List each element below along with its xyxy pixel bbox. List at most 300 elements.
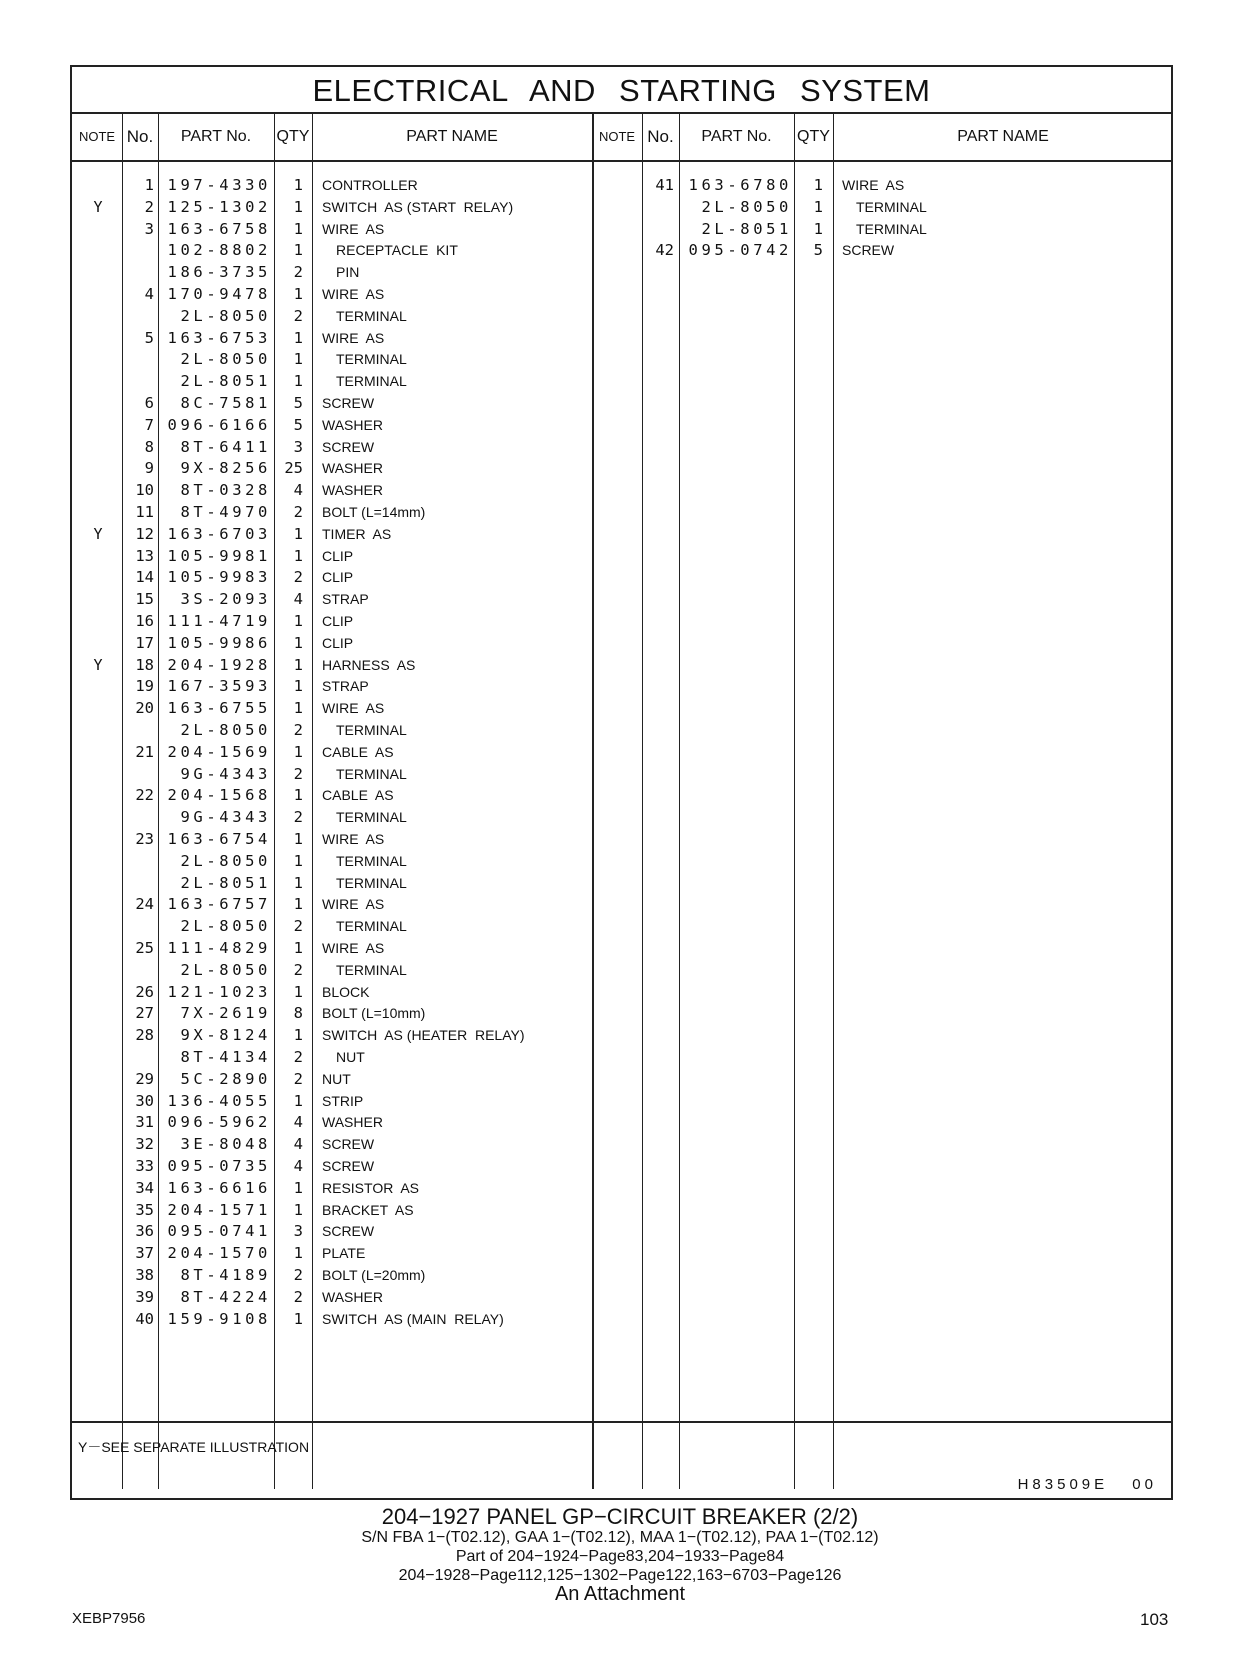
row-quantity: 4 [293, 1157, 303, 1175]
row-part-number: 204-1570 [167, 1244, 271, 1263]
row-quantity: 1 [293, 328, 303, 347]
row-part-name: PIN [336, 264, 360, 281]
row-quantity: 2 [293, 503, 303, 521]
row-quantity: 2 [293, 917, 303, 936]
row-part-number: 2L-8051 [180, 873, 271, 892]
row-part-name: SCREW [842, 242, 895, 259]
row-quantity: 1 [293, 786, 303, 805]
row-note [72, 784, 124, 806]
row-quantity: 2 [293, 1048, 303, 1066]
row-note [72, 414, 124, 436]
row-part-name: WIRE AS [322, 220, 385, 237]
row-quantity: 1 [293, 372, 303, 391]
row-item-number: 15 [135, 590, 154, 609]
row-quantity: 1 [293, 612, 303, 630]
row-item-number: 12 [135, 524, 154, 543]
row-quantity: 1 [293, 742, 303, 761]
row-note [72, 981, 124, 1003]
row-item-number: 4 [144, 285, 154, 303]
row-quantity: 1 [813, 176, 823, 194]
table-row [72, 828, 1171, 850]
row-part-number: 204-1928 [167, 655, 271, 674]
row-note [72, 675, 124, 697]
table-row [72, 632, 1171, 654]
table-row [72, 1068, 1171, 1090]
row-quantity: 1 [293, 176, 303, 194]
row-note [72, 1111, 124, 1133]
row-part-name: SWITCH AS (HEATER RELAY) [322, 1027, 525, 1044]
row-quantity: 1 [293, 219, 303, 238]
row-part-name: CLIP [322, 547, 354, 564]
row-part-name: CLIP [322, 613, 354, 629]
row-item-number: 39 [135, 1287, 154, 1306]
row-part-name: SWITCH AS (START RELAY) [322, 198, 514, 215]
row-quantity: 8 [293, 1004, 303, 1023]
table-row [72, 283, 1171, 305]
row-part-number: 096-5962 [167, 1113, 271, 1132]
table-row [72, 479, 1171, 501]
table-row [72, 872, 1171, 894]
row-quantity: 1 [293, 285, 303, 303]
table-row [72, 436, 1171, 458]
row-quantity: 2 [293, 808, 303, 827]
row-item-number: 9 [144, 459, 154, 478]
row-quantity: 1 [293, 1178, 303, 1197]
row-quantity: 1 [293, 939, 303, 957]
row-note [72, 806, 124, 828]
row-item-number: 32 [135, 1135, 154, 1154]
row-item-number: 25 [135, 939, 154, 957]
row-item-number [122, 959, 154, 981]
row-part-name: WIRE AS [322, 940, 385, 956]
row-part-number: 163-6780 [688, 176, 792, 194]
row-item-number: 7 [144, 415, 154, 434]
row-item-number: 37 [135, 1244, 154, 1263]
row-part-number: 2L-8050 [180, 917, 271, 936]
table-row [72, 937, 1171, 959]
row-item-number: 33 [135, 1157, 154, 1175]
table-row [72, 719, 1171, 741]
row-note [72, 1220, 124, 1242]
row-item-number: 18 [135, 655, 154, 674]
table-row [72, 959, 1171, 981]
row-note [72, 937, 124, 959]
row-part-number: 105-9981 [167, 546, 271, 565]
row-quantity: 1 [813, 219, 823, 238]
table-row [72, 1046, 1171, 1068]
row-part-name: TERMINAL [856, 220, 927, 237]
row-item-number [122, 348, 154, 370]
row-part-number: 2L-8050 [180, 721, 271, 739]
row-item-number: 16 [135, 612, 154, 630]
row-part-name: BOLT (L=20mm) [322, 1267, 426, 1283]
row-part-name: STRAP [322, 591, 369, 608]
table-row [72, 763, 1171, 785]
row-part-name: STRIP [322, 1092, 364, 1109]
table-row [72, 1024, 1171, 1046]
row-note [72, 893, 124, 915]
row-part-name: TERMINAL [336, 961, 407, 978]
table-row [72, 915, 1171, 937]
row-note [592, 196, 644, 218]
table-row [72, 501, 1171, 523]
row-item-number: 28 [135, 1026, 154, 1045]
row-note: Y [93, 197, 103, 216]
row-item-number: 29 [135, 1069, 154, 1088]
row-part-name: TERMINAL [336, 722, 407, 738]
row-item-number [122, 261, 154, 283]
table-row [72, 218, 1171, 240]
row-item-number: 13 [135, 546, 154, 565]
row-part-name: SCREW [322, 1158, 375, 1174]
row-quantity: 1 [293, 1244, 303, 1263]
row-item-number: 3 [144, 219, 154, 238]
table-row [72, 1090, 1171, 1112]
row-quantity: 2 [293, 764, 303, 783]
row-quantity: 1 [293, 1091, 303, 1110]
row-note [72, 261, 124, 283]
row-note [72, 741, 124, 763]
row-part-name: CONTROLLER [322, 177, 418, 193]
row-quantity: 1 [293, 1309, 303, 1328]
row-item-number: 30 [135, 1091, 154, 1110]
row-quantity: 1 [293, 699, 303, 718]
caption-attachment: An Attachment [554, 1583, 686, 1605]
row-part-name: CLIP [322, 634, 354, 651]
row-part-number: 163-6616 [167, 1178, 271, 1197]
row-part-name: WASHER [322, 1288, 383, 1305]
table-row [72, 523, 1171, 545]
row-note [592, 239, 644, 261]
table-row [72, 305, 1171, 327]
row-part-number: 204-1569 [167, 742, 271, 761]
row-quantity: 1 [293, 895, 303, 914]
row-note [72, 1286, 124, 1308]
table-row [72, 414, 1171, 436]
table-row [72, 1242, 1171, 1264]
row-part-number: 5C-2890 [180, 1069, 271, 1088]
table-row [72, 697, 1171, 719]
row-part-name: TERMINAL [336, 809, 407, 826]
row-part-number: 3S-2093 [180, 590, 271, 609]
row-part-number: 102-8802 [167, 241, 271, 260]
table-row [72, 261, 1171, 283]
row-part-name: SCREW [322, 438, 375, 455]
row-part-number: 9X-8124 [180, 1026, 271, 1045]
row-part-number: 163-6758 [167, 219, 271, 238]
row-note [72, 915, 124, 937]
table-row [72, 1264, 1171, 1286]
row-quantity: 1 [293, 524, 303, 543]
row-part-number: 095-0735 [167, 1157, 271, 1175]
caption-serial: S/N FBA 1−(T02.12), GAA 1−(T02.12), MAA 1−(T02.12), PAA 1−(T02.12) [361, 1529, 879, 1546]
row-note [72, 1133, 124, 1155]
row-quantity: 2 [293, 306, 303, 325]
row-quantity: 1 [293, 241, 303, 260]
row-part-number: 2L-8050 [180, 960, 271, 979]
row-quantity: 3 [293, 437, 303, 456]
row-part-name: WIRE AS [322, 329, 385, 346]
row-item-number: 20 [135, 699, 154, 718]
row-item-number: 22 [135, 786, 154, 805]
table-row [72, 654, 1171, 676]
table-row [72, 981, 1171, 1003]
row-quantity: 2 [293, 960, 303, 979]
row-quantity: 2 [293, 1287, 303, 1306]
row-item-number: 38 [135, 1266, 154, 1284]
row-part-number: 105-9986 [167, 633, 271, 652]
row-part-name: SCREW [322, 1136, 375, 1153]
row-note [72, 348, 124, 370]
row-item-number: 26 [135, 982, 154, 1001]
row-note [72, 959, 124, 981]
row-part-number: 197-4330 [167, 176, 271, 194]
row-note [72, 392, 124, 414]
row-part-name: BOLT (L=10mm) [322, 1005, 426, 1022]
caption-references: 204−1928−Page112,125−1302−Page122,163−6703−Page126 [398, 1567, 842, 1584]
row-part-number: 3E-8048 [180, 1135, 271, 1154]
row-part-number: 8T-6411 [180, 437, 271, 456]
row-item-number: 40 [135, 1309, 154, 1328]
row-part-number: 121-1023 [167, 982, 271, 1001]
row-item-number: 17 [135, 633, 154, 652]
row-quantity: 1 [293, 655, 303, 674]
row-part-name: NUT [322, 1070, 351, 1087]
row-quantity: 1 [293, 633, 303, 652]
row-note [72, 457, 124, 479]
row-note [72, 545, 124, 567]
header-qty-left: QTY [276, 128, 310, 145]
table-row [72, 806, 1171, 828]
row-part-number: 8T-4189 [180, 1266, 271, 1284]
header-note-right: NOTE [598, 129, 636, 144]
row-part-name: SCREW [322, 1223, 375, 1240]
row-note [72, 1177, 124, 1199]
table-row [72, 545, 1171, 567]
row-part-name: CABLE AS [322, 743, 394, 760]
row-item-number: 14 [135, 568, 154, 587]
row-item-number: 31 [135, 1113, 154, 1132]
row-part-number: 9X-8256 [180, 459, 271, 478]
row-quantity: 4 [293, 1113, 303, 1132]
table-row [72, 370, 1171, 392]
row-item-number: 2 [144, 197, 154, 216]
section-title: ELECTRICAL AND STARTING SYSTEM [72, 67, 1171, 114]
row-part-name: RECEPTACLE KIT [336, 242, 458, 259]
row-quantity: 1 [293, 350, 303, 369]
row-part-number: 2L-8051 [701, 219, 792, 238]
row-part-number: 8T-0328 [180, 481, 271, 500]
row-part-number: 204-1571 [167, 1200, 271, 1219]
table-row [72, 1286, 1171, 1308]
row-note [592, 218, 644, 240]
row-note: Y [93, 524, 103, 543]
row-quantity: 5 [813, 241, 823, 260]
row-item-number: 35 [135, 1200, 154, 1219]
row-part-name: TERMINAL [856, 198, 927, 215]
row-part-number: 2L-8050 [180, 306, 271, 325]
footnote: Y－SEE SEPARATE ILLUSTRATION [78, 1439, 310, 1455]
row-item-number [122, 763, 154, 785]
row-quantity: 1 [293, 873, 303, 892]
row-item-number [122, 1046, 154, 1068]
table-row [72, 893, 1171, 915]
row-part-number: 7X-2619 [180, 1004, 271, 1023]
row-part-number: 105-9983 [167, 568, 271, 587]
row-item-number [122, 305, 154, 327]
table-row [72, 174, 1171, 196]
row-note [72, 1308, 124, 1330]
row-item-number [122, 850, 154, 872]
row-note [72, 501, 124, 523]
row-note [72, 436, 124, 458]
header-part-name-right: PART NAME [957, 128, 1049, 145]
row-item-number [642, 196, 674, 218]
row-part-name: WASHER [322, 416, 383, 433]
row-item-number: 42 [655, 241, 674, 260]
row-part-name: WIRE AS [322, 286, 385, 302]
row-note [72, 588, 124, 610]
row-part-number: 163-6754 [167, 830, 271, 848]
caption-part-of: Part of 204−1924−Page83,204−1933−Page84 [455, 1548, 785, 1565]
row-part-name: TERMINAL [336, 852, 407, 869]
row-part-number: 159-9108 [167, 1309, 271, 1328]
row-item-number: 11 [135, 503, 154, 521]
row-part-number: 111-4719 [167, 612, 271, 630]
row-note [72, 1002, 124, 1024]
row-part-name: WIRE AS [842, 177, 905, 193]
row-note [592, 174, 644, 196]
row-item-number: 27 [135, 1004, 154, 1023]
row-item-number [122, 370, 154, 392]
row-part-name: BRACKET AS [322, 1201, 414, 1218]
row-quantity: 25 [284, 459, 303, 478]
row-note [72, 697, 124, 719]
table-row [72, 1155, 1171, 1177]
row-part-number: 095-0742 [688, 241, 792, 260]
row-part-name: TERMINAL [336, 373, 407, 390]
table-header [72, 114, 1171, 162]
row-part-name: WIRE AS [322, 831, 385, 847]
row-note [72, 1264, 124, 1286]
row-note [72, 763, 124, 785]
row-quantity: 1 [293, 197, 303, 216]
row-note [72, 1242, 124, 1264]
row-part-number: 125-1302 [167, 197, 271, 216]
row-part-number: 2L-8050 [180, 350, 271, 369]
table-row [72, 675, 1171, 697]
row-item-number: 34 [135, 1178, 154, 1197]
row-note [72, 1046, 124, 1068]
row-quantity: 1 [813, 197, 823, 216]
row-note [72, 370, 124, 392]
row-quantity: 5 [293, 394, 303, 412]
row-part-name: TERMINAL [336, 307, 407, 324]
row-quantity: 1 [293, 677, 303, 696]
row-quantity: 2 [293, 1266, 303, 1284]
row-part-name: WASHER [322, 482, 383, 499]
table-row [72, 1111, 1171, 1133]
table-row [72, 850, 1171, 872]
table-row [72, 588, 1171, 610]
row-note [72, 1068, 124, 1090]
row-part-number: 170-9478 [167, 285, 271, 303]
row-part-number: 2L-8051 [180, 372, 271, 391]
row-part-number: 8T-4970 [180, 503, 271, 521]
row-note: Y [93, 655, 103, 674]
row-item-number: 1 [144, 176, 154, 194]
row-part-name: SCREW [322, 395, 375, 411]
caption-title: 204−1927 PANEL GP−CIRCUIT BREAKER (2/2) [381, 1504, 859, 1529]
row-quantity: 2 [293, 1069, 303, 1088]
row-item-number: 5 [144, 328, 154, 347]
row-part-number: 8T-4224 [180, 1287, 271, 1306]
row-note [72, 1199, 124, 1221]
table-row [72, 741, 1171, 763]
row-quantity: 2 [293, 263, 303, 282]
table-row [72, 327, 1171, 349]
row-part-number: 096-6166 [167, 415, 271, 434]
table-row [72, 784, 1171, 806]
row-part-name: BLOCK [322, 983, 370, 1000]
header-no-right: No. [647, 127, 674, 146]
row-part-name: HARNESS AS [322, 656, 416, 673]
row-part-name: TERMINAL [336, 765, 407, 782]
row-part-name: WIRE AS [322, 700, 385, 717]
row-item-number: 36 [135, 1222, 154, 1241]
row-part-number: 8T-4134 [180, 1048, 271, 1066]
row-quantity: 1 [293, 1200, 303, 1219]
row-part-number: 163-6703 [167, 524, 271, 543]
row-part-number: 9G-4343 [180, 808, 271, 827]
table-footer [72, 1421, 1171, 1498]
row-part-name: TIMER AS [322, 525, 392, 542]
row-note [72, 1024, 124, 1046]
row-part-name: SWITCH AS (MAIN RELAY) [322, 1310, 504, 1327]
row-part-name: BOLT (L=14mm) [322, 504, 426, 520]
row-quantity: 2 [293, 568, 303, 587]
row-part-name: CABLE AS [322, 787, 394, 804]
row-quantity: 1 [293, 830, 303, 848]
row-item-number: 10 [135, 481, 154, 500]
row-part-number: 163-6757 [167, 895, 271, 914]
row-part-number: 9G-4343 [180, 764, 271, 783]
row-part-number: 163-6755 [167, 699, 271, 718]
row-quantity: 4 [293, 590, 303, 609]
row-part-name: WASHER [322, 1114, 383, 1131]
row-part-name: STRAP [322, 678, 369, 695]
row-part-number: 186-3735 [167, 263, 271, 282]
row-part-number: 8C-7581 [180, 394, 271, 412]
row-note [72, 1155, 124, 1177]
row-part-name: WIRE AS [322, 896, 385, 913]
header-qty-right: QTY [797, 128, 830, 145]
header-part-no-left: PART No. [180, 128, 252, 145]
table-row [72, 1177, 1171, 1199]
row-quantity: 2 [293, 721, 303, 739]
row-note [72, 719, 124, 741]
row-note [72, 872, 124, 894]
row-part-name: NUT [336, 1049, 365, 1065]
row-note [72, 1090, 124, 1112]
row-part-name: RESISTOR AS [322, 1179, 419, 1196]
row-quantity: 1 [293, 1026, 303, 1045]
row-part-name: WASHER [322, 460, 383, 477]
row-part-number: 204-1568 [167, 786, 271, 805]
row-note [72, 305, 124, 327]
row-quantity: 5 [293, 415, 303, 434]
row-note [72, 850, 124, 872]
